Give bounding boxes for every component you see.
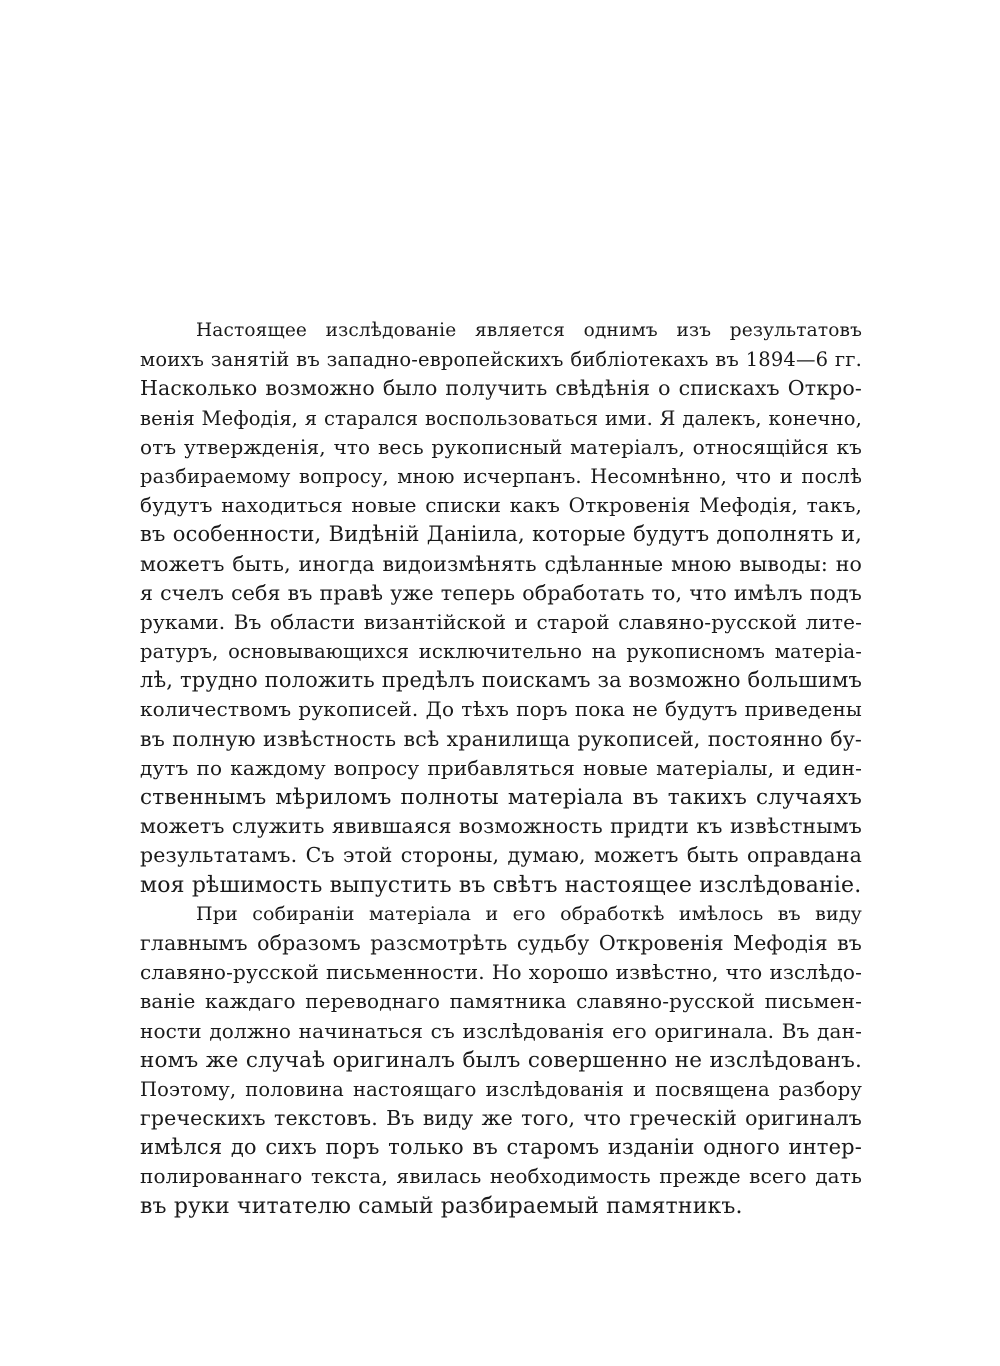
text-line: Насколько возможно было получить свѣдѣнія о спискахъ Откро- [140, 376, 862, 401]
text-line: моя рѣшимость выпустить въ свѣтъ настоящее изслѣдованіе. [140, 872, 862, 898]
text-line: отъ утвержденія, что весь рукописный матеріалъ, относящійся къ [140, 434, 862, 459]
text-line: венія Мефодія, я старался воспользоваться ими. Я далекъ, конечно, [140, 406, 862, 430]
text-line: въ особенности, Видѣній Даніила, которые будутъ дополнять и, [140, 522, 862, 547]
text-line: руками. Въ области византійской и старой славяно-русской лите- [140, 609, 862, 634]
text-line: славяно-русской письменности. Но хорошо извѣстно, что изслѣдо- [140, 960, 862, 985]
text-line: дутъ по каждому вопросу прибавляться новые матеріалы, и един- [140, 755, 862, 780]
text-line: моихъ занятій въ западно-европейскихъ библіотекахъ въ 1894—6 гг. [140, 348, 862, 372]
text-line: главнымъ образомъ разсмотрѣть судьбу Откровенія Мефодія въ [140, 930, 862, 955]
body-text [140, 316, 862, 1221]
paragraph-1 [140, 316, 862, 900]
text-line: можетъ служить явившаяся возможность придти къ извѣстнымъ [140, 814, 862, 839]
text-line: разбираемому вопросу, мною исчерпанъ. Несомнѣнно, что и послѣ [140, 464, 862, 488]
text-line: полированнаго текста, явилась необходимость прежде всего дать [140, 1164, 862, 1189]
text-line: Настоящее изслѣдованіе является однимъ изъ результатовъ [196, 320, 862, 341]
text-line: лѣ, трудно положить предѣлъ поискамъ за возможно большимъ [140, 668, 862, 693]
text-line: греческихъ текстовъ. Въ виду же того, что греческій оригиналъ [140, 1106, 862, 1131]
text-line: въ руки читателю самый разбираемый памятникъ. [140, 1193, 743, 1219]
paragraph-2 [140, 900, 862, 1221]
text-line: я счелъ себя въ правѣ уже теперь обработать то, что имѣлъ подъ [140, 580, 862, 605]
text-line: будутъ находиться новые списки какъ Откровенія Мефодія, такъ, [140, 493, 862, 518]
text-line: количествомъ рукописей. До тѣхъ поръ пока не будутъ приведены [140, 697, 862, 722]
text-line: Поэтому, половина настоящаго изслѣдованія и посвящена разбору [140, 1077, 862, 1101]
text-line: можетъ быть, иногда видоизмѣнять сдѣланные мною выводы: но [140, 551, 862, 576]
text-line: ваніе каждаго переводнаго памятника славяно-русской письмен- [140, 989, 862, 1014]
text-line: ственнымъ мѣриломъ полноты матеріала въ такихъ случаяхъ [140, 785, 862, 810]
text-line: ности должно начинаться съ изслѣдованія его оригинала. Въ дан- [140, 1018, 862, 1043]
text-line: номъ же случаѣ оригиналъ былъ совершенно не изслѣдованъ. [140, 1047, 862, 1073]
text-line: ратуръ, основывающихся исключительно на рукописномъ матеріа- [140, 640, 862, 664]
text-line: имѣлся до сихъ поръ только въ старомъ изданіи одного интер- [140, 1135, 862, 1160]
text-line: При собираніи матеріала и его обработкѣ имѣлось въ виду [196, 902, 862, 925]
text-line: въ полную извѣстность всѣ хранилища рукописей, постоянно бу- [140, 726, 862, 751]
text-line: результатамъ. Съ этой стороны, думаю, можетъ быть оправдана [140, 843, 862, 868]
